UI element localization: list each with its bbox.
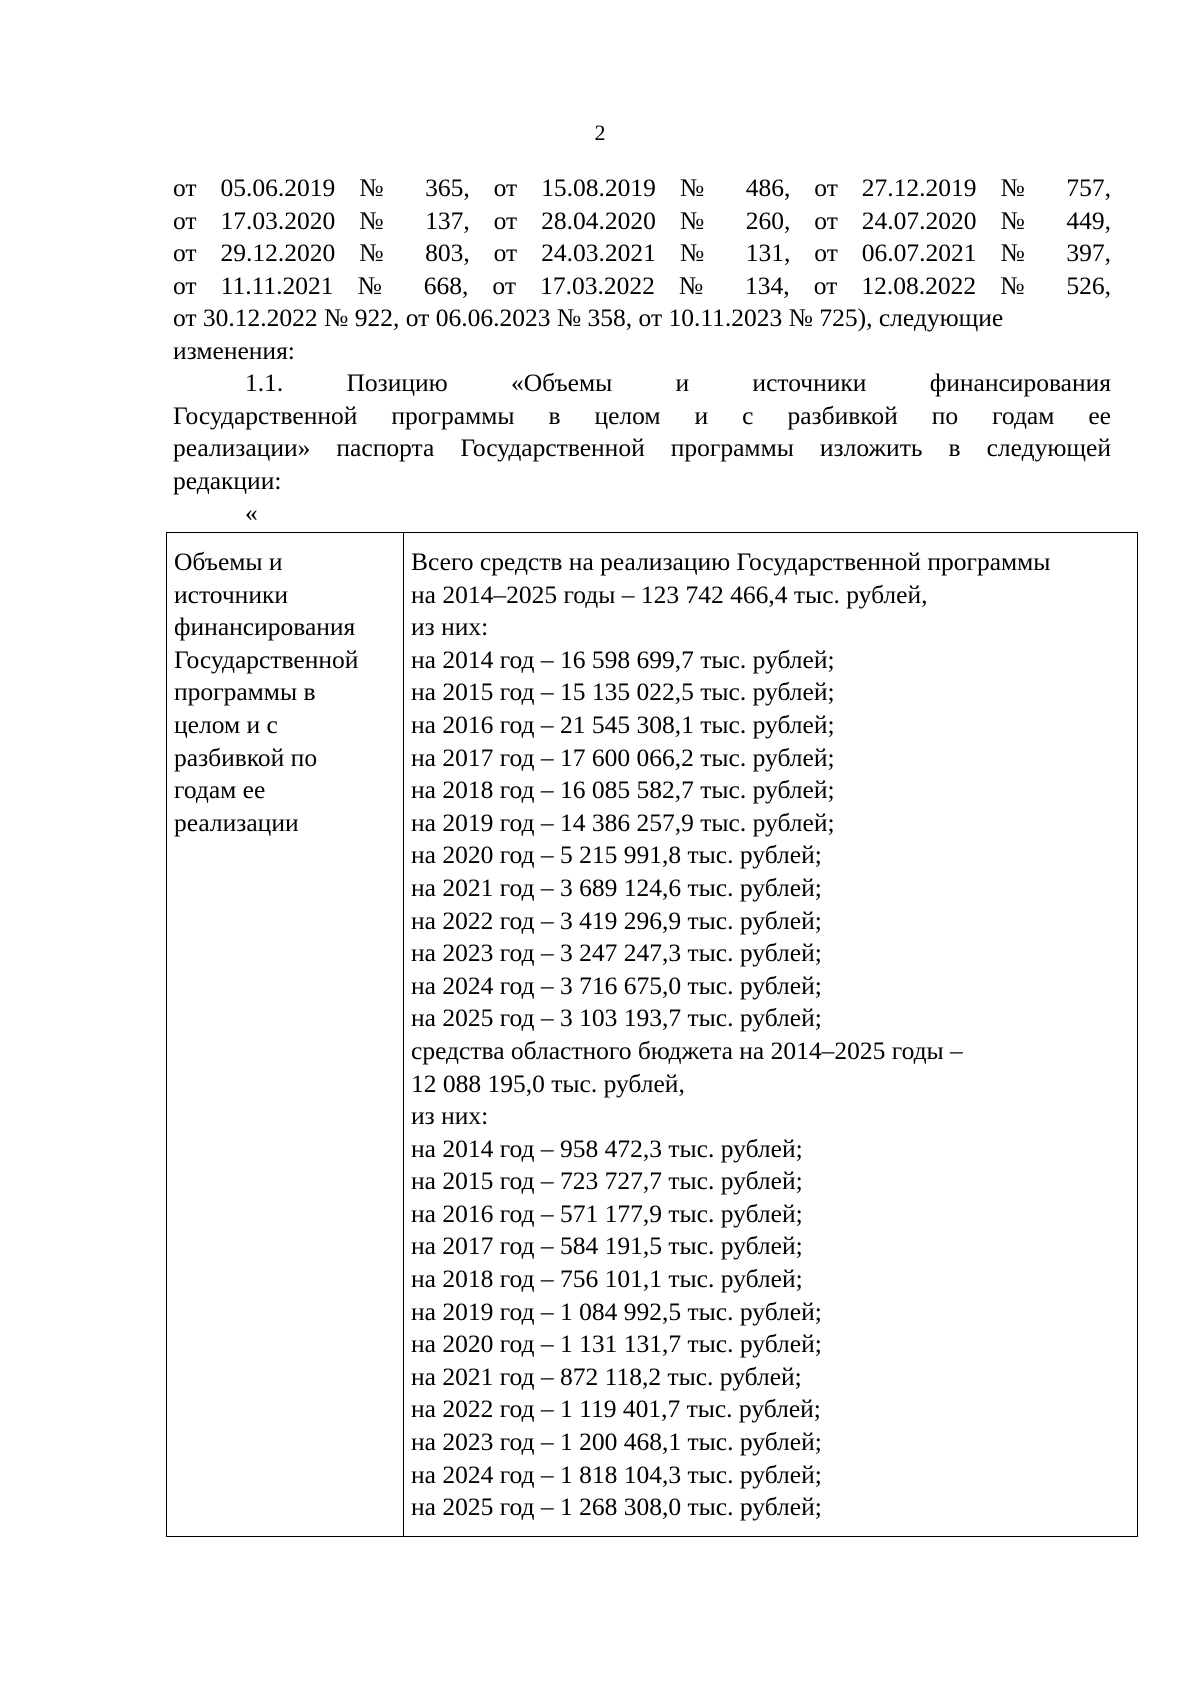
label-line: программы в	[174, 677, 316, 707]
body-text	[173, 172, 1111, 529]
opening-quote: «	[245, 498, 258, 527]
value-line: на 2024 год – 1 818 104,3 тыс. рублей;	[411, 1459, 822, 1489]
value-line: на 2018 год – 756 101,1 тыс. рублей;	[411, 1264, 803, 1294]
value-line: на 2016 год – 571 177,9 тыс. рублей;	[411, 1198, 803, 1228]
label-line: финансирования	[174, 612, 356, 642]
value-line: на 2014 год – 16 598 699,7 тыс. рублей;	[411, 644, 835, 674]
paragraph-line: редакции:	[173, 465, 282, 495]
paragraph-line: реализации» паспорта Государственной программы изложить в следующей	[173, 433, 1111, 462]
value-line: на 2021 год – 3 689 124,6 тыс. рублей;	[411, 872, 822, 902]
page-number: 2	[594, 120, 606, 145]
value-line: на 2017 год – 584 191,5 тыс. рублей;	[411, 1231, 803, 1261]
intro-line: от 05.06.2019 № 365, от 15.08.2019 № 486, от 27.12.2019 № 757,	[173, 173, 1111, 202]
intro-line: от 29.12.2020 № 803, от 24.03.2021 № 131, от 06.07.2021 № 397,	[173, 238, 1111, 267]
value-line: на 2021 год – 872 118,2 тыс. рублей;	[411, 1361, 802, 1391]
table-cell-label	[167, 533, 404, 1537]
value-line: Всего средств на реализацию Государственной программы	[411, 547, 1051, 576]
value-line: на 2015 год – 15 135 022,5 тыс. рублей;	[411, 677, 835, 707]
value-line: на 2020 год – 1 131 131,7 тыс. рублей;	[411, 1329, 822, 1359]
value-line: на 2020 год – 5 215 991,8 тыс. рублей;	[411, 840, 822, 870]
value-line: на 2023 год – 3 247 247,3 тыс. рублей;	[411, 938, 822, 968]
value-line: на 2025 год – 3 103 193,7 тыс. рублей;	[411, 1003, 822, 1033]
label-line: Государственной	[174, 644, 359, 674]
label-line: целом и с	[174, 709, 278, 739]
paragraph-line: Государственной программы в целом и с разбивкой по годам ее	[173, 400, 1111, 430]
value-line: на 2024 год – 3 716 675,0 тыс. рублей;	[411, 970, 822, 1000]
value-line: на 2025 год – 1 268 308,0 тыс. рублей;	[411, 1492, 822, 1522]
label-line: источники	[174, 579, 289, 609]
value-line: 12 088 195,0 тыс. рублей,	[411, 1068, 685, 1098]
value-line: на 2014–2025 годы – 123 742 466,4 тыс. рублей,	[411, 579, 928, 609]
value-line: из них:	[411, 1101, 489, 1131]
value-line: на 2022 год – 3 419 296,9 тыс. рублей;	[411, 905, 822, 935]
intro-line: изменения:	[173, 335, 295, 365]
value-line: на 2019 год – 14 386 257,9 тыс. рублей;	[411, 807, 835, 837]
value-line: на 2019 год – 1 084 992,5 тыс. рублей;	[411, 1296, 822, 1326]
value-line: из них:	[411, 612, 489, 642]
value-line: на 2017 год – 17 600 066,2 тыс. рублей;	[411, 742, 835, 772]
value-line: на 2016 год – 21 545 308,1 тыс. рублей;	[411, 709, 835, 739]
intro-line: от 30.12.2022 № 922, от 06.06.2023 № 358, от 10.11.2023 № 725), следующие	[173, 303, 1004, 332]
passport-table	[166, 532, 1138, 1537]
paragraph-line: 1.1. Позицию «Объемы и источники финансирования	[245, 368, 1111, 397]
value-line: на 2015 год – 723 727,7 тыс. рублей;	[411, 1166, 803, 1196]
intro-line: от 17.03.2020 № 137, от 28.04.2020 № 260, от 24.07.2020 № 449,	[173, 205, 1111, 235]
table-row	[167, 533, 1138, 1537]
value-line: на 2022 год – 1 119 401,7 тыс. рублей;	[411, 1394, 821, 1424]
value-line: на 2014 год – 958 472,3 тыс. рублей;	[411, 1133, 803, 1163]
label-line: реализации	[174, 807, 299, 837]
label-line: годам ее	[174, 775, 266, 805]
label-line: разбивкой по	[174, 742, 318, 772]
table-cell-value	[404, 533, 1138, 1537]
value-line: на 2018 год – 16 085 582,7 тыс. рублей;	[411, 775, 835, 805]
value-line: на 2023 год – 1 200 468,1 тыс. рублей;	[411, 1427, 822, 1457]
intro-line: от 11.11.2021 № 668, от 17.03.2022 № 134, от 12.08.2022 № 526,	[173, 270, 1111, 300]
label-line: Объемы и	[174, 547, 283, 576]
value-line: средства областного бюджета на 2014–2025 годы –	[411, 1035, 963, 1065]
